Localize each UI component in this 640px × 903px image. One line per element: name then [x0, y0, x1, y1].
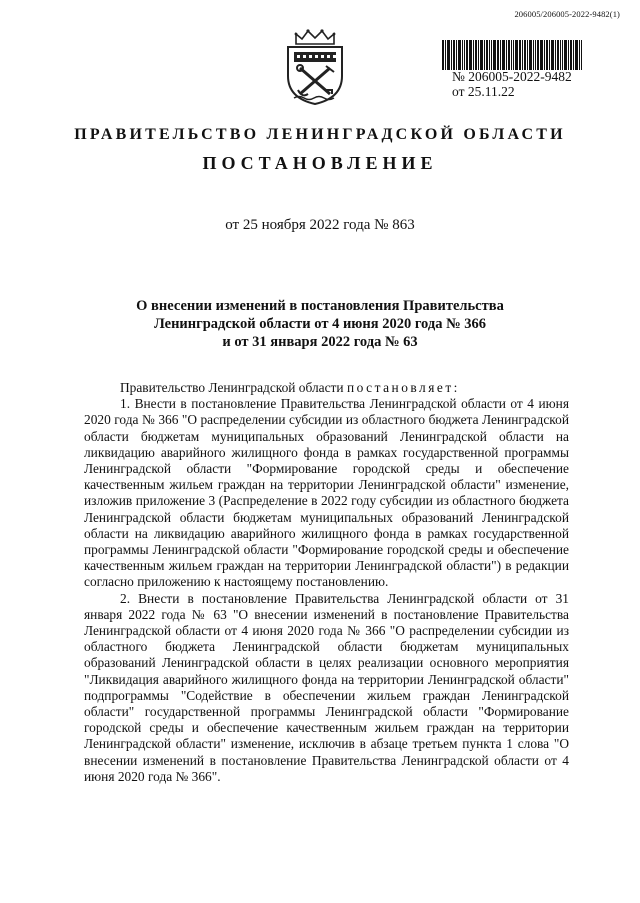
registration-number: № 206005-2022-9482	[452, 69, 572, 84]
barcode-icon	[442, 40, 582, 70]
subject-line-2: Ленинградской области от 4 июня 2020 года № 366	[153, 316, 487, 332]
document-type: ПОСТАНОВЛЕНИЕ	[202, 153, 438, 173]
preamble-lead: Правительство Ленинградской области	[120, 380, 344, 395]
document-code: 206005/206005-2022-9482(1)	[514, 9, 620, 19]
paragraph-2: 2. Внести в постановление Правительства Ленинградской области от 31 января 2022 года № 63 "О внесении изменений в постановление Правительства Ленинградской области от 4 июня 2020 года № 366 "О распределении субсидии из областного бюджета Ленинградской области бюджетам муниципальных образований Ленинградской области в целях реализации основного мероприятия "Ликвидация аварийного жилищного фонда на территории Ленинградской области" подпрограммы "Содействие в обеспечении жильем граждан Ленинградской области" государственной программы Ленинградской области "Формирование городской среды и обеспечение качественным жильем граждан на территории Ленинградской области" изменение, исключив в абзаце третьем пункта 1 слова "О внесении изменений в постановление Правительства Ленинградской области от 4 июня 2020 года № 366".	[84, 590, 569, 784]
registration-block	[452, 69, 572, 99]
coat-of-arms-icon	[282, 28, 348, 106]
registration-date: от 25.11.22	[452, 84, 515, 99]
subject-line-3: и от 31 января 2022 года № 63	[222, 334, 418, 350]
document-body	[84, 380, 569, 785]
decree-date: от 25 ноября 2022 года № 863	[225, 217, 415, 233]
preamble	[84, 380, 569, 396]
organization-title: ПРАВИТЕЛЬСТВО ЛЕНИНГРАДСКОЙ ОБЛАСТИ	[74, 126, 566, 143]
preamble-resolves: постановляет:	[346, 380, 460, 395]
paragraph-1: 1. Внести в постановление Правительства Ленинградской области от 4 июня 2020 года № 366 "О распределении субсидии из областного бюджета Ленинградской области бюджетам муниципальных образований Ленинградской области на ликвидацию аварийного жилищного фонда в рамках государственной программы Ленинградской области "Формирование городской среды и обеспечение качественным жильем граждан на территории Ленинградской области" изменение, изложив приложение 3 (Распределение в 2022 году субсидии из областного бюджета Ленинградской области бюджетам муниципальных образований Ленинградской области на ликвидацию аварийного жилищного фонда в рамках государственной программы Ленинградской области "Формирование городской среды и обеспечение качественным жильем граждан на территории Ленинградской области") в редакции согласно приложению к настоящему постановлению.	[84, 396, 569, 590]
subject-line-1: О внесении изменений в постановления Правительства	[136, 298, 504, 314]
decree-subject	[0, 297, 640, 351]
